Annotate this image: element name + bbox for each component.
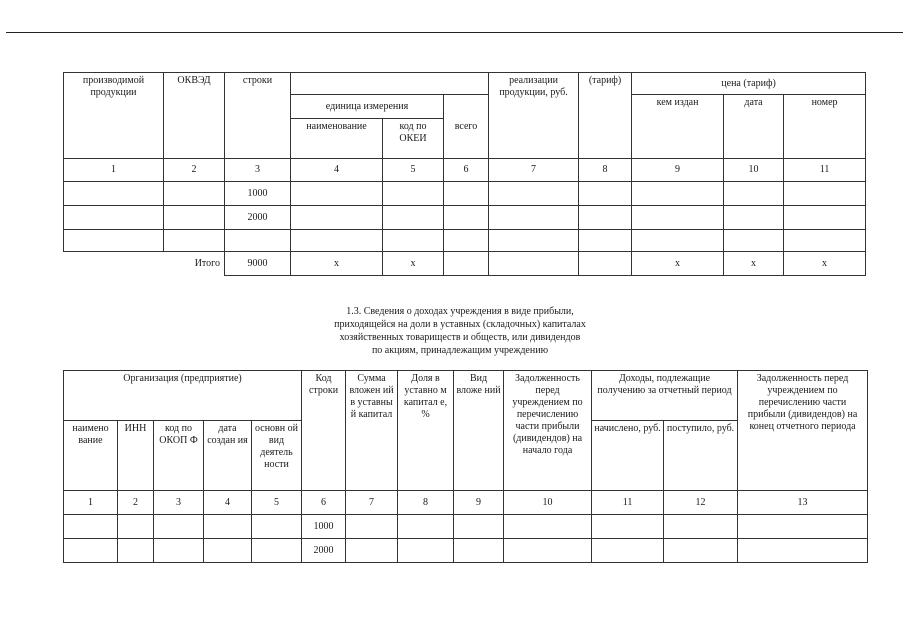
header-date: дата bbox=[724, 95, 784, 159]
total-cell: x bbox=[632, 252, 724, 276]
row-code: 1000 bbox=[302, 515, 346, 539]
col-number: 7 bbox=[346, 491, 398, 515]
header-price: цена (тариф) bbox=[632, 73, 866, 95]
production-table bbox=[63, 72, 866, 276]
total-label: Итого bbox=[64, 252, 225, 276]
header-activity: основн ой вид деятель ности bbox=[252, 421, 302, 491]
income-table bbox=[63, 370, 868, 563]
col-number: 3 bbox=[225, 159, 291, 182]
col-number: 10 bbox=[504, 491, 592, 515]
row-code: 1000 bbox=[225, 182, 291, 206]
col-number: 3 bbox=[154, 491, 204, 515]
total-row bbox=[64, 252, 866, 276]
header-product: производимой продукции bbox=[64, 73, 164, 159]
total-code: 9000 bbox=[225, 252, 291, 276]
header-name: наимено вание bbox=[64, 421, 118, 491]
col-number: 11 bbox=[784, 159, 866, 182]
header-created: дата создан ия bbox=[204, 421, 252, 491]
col-number: 10 bbox=[724, 159, 784, 182]
header-debt-start: Задолженность перед учреждением по перечислению части прибыли (дивидендов) на начало года bbox=[504, 371, 592, 491]
header-unit-name: наименование bbox=[291, 119, 383, 159]
heading-line: 1.3. Сведения о доходах учреждения в виде прибыли, bbox=[346, 306, 574, 317]
total-cell: x bbox=[383, 252, 444, 276]
table-row bbox=[64, 539, 868, 563]
header-tariff: (тариф) bbox=[579, 73, 632, 159]
header-blank bbox=[291, 73, 489, 95]
heading-line: приходящейся на доли в уставных (складочных) капиталах bbox=[334, 319, 586, 330]
table-row bbox=[64, 515, 868, 539]
heading-line: хозяйственных товариществ и обществ, или дивидендов bbox=[339, 332, 581, 343]
header-okved: ОКВЭД bbox=[164, 73, 225, 159]
header-debt-end: Задолженность перед учреждением по перечислению части прибыли (дивидендов) на конец отчетного периода bbox=[738, 371, 868, 491]
col-number: 11 bbox=[592, 491, 664, 515]
col-number: 7 bbox=[489, 159, 579, 182]
col-number: 12 bbox=[664, 491, 738, 515]
col-number: 8 bbox=[398, 491, 454, 515]
table-row bbox=[64, 230, 866, 252]
col-number: 9 bbox=[632, 159, 724, 182]
heading-line: по акциям, принадлежащим учреждению bbox=[371, 345, 549, 356]
table-row bbox=[64, 206, 866, 230]
header-okopf: код по ОКОП Ф bbox=[154, 421, 204, 491]
header-invested: Сумма вложен ий в уставны й капитал bbox=[346, 371, 398, 491]
row-code: 2000 bbox=[302, 539, 346, 563]
col-number: 4 bbox=[204, 491, 252, 515]
header-unit: единица измерения bbox=[291, 95, 444, 119]
col-number: 1 bbox=[64, 159, 164, 182]
header-total: всего bbox=[444, 95, 489, 159]
total-cell: x bbox=[784, 252, 866, 276]
col-number: 2 bbox=[164, 159, 225, 182]
total-cell: x bbox=[291, 252, 383, 276]
table-row bbox=[64, 182, 866, 206]
header-inn: ИНН bbox=[118, 421, 154, 491]
section-heading bbox=[290, 305, 630, 357]
col-number: 9 bbox=[454, 491, 504, 515]
row-code bbox=[225, 230, 291, 252]
total-cell: x bbox=[724, 252, 784, 276]
col-number: 5 bbox=[252, 491, 302, 515]
header-number: номер bbox=[784, 95, 866, 159]
col-number: 6 bbox=[444, 159, 489, 182]
header-row-code: строки bbox=[225, 73, 291, 159]
col-number: 5 bbox=[383, 159, 444, 182]
header-received: поступило, руб. bbox=[664, 421, 738, 491]
top-rule bbox=[6, 32, 903, 33]
col-number: 1 bbox=[64, 491, 118, 515]
row-code: 2000 bbox=[225, 206, 291, 230]
col-number: 6 bbox=[302, 491, 346, 515]
header-share: Доля в уставно м капитал е, % bbox=[398, 371, 454, 491]
header-sales: реализации продукции, руб. bbox=[489, 73, 579, 159]
col-number: 2 bbox=[118, 491, 154, 515]
header-code: Код строки bbox=[302, 371, 346, 491]
col-number: 13 bbox=[738, 491, 868, 515]
col-number: 8 bbox=[579, 159, 632, 182]
header-income: Доходы, подлежащие получению за отчетный период bbox=[592, 371, 738, 421]
header-organization: Организация (предприятие) bbox=[64, 371, 302, 421]
header-issued-by: кем издан bbox=[632, 95, 724, 159]
header-type: Вид вложе ний bbox=[454, 371, 504, 491]
col-number: 4 bbox=[291, 159, 383, 182]
header-accrued: начислено, руб. bbox=[592, 421, 664, 491]
header-unit-okei: код по ОКЕИ bbox=[383, 119, 444, 159]
